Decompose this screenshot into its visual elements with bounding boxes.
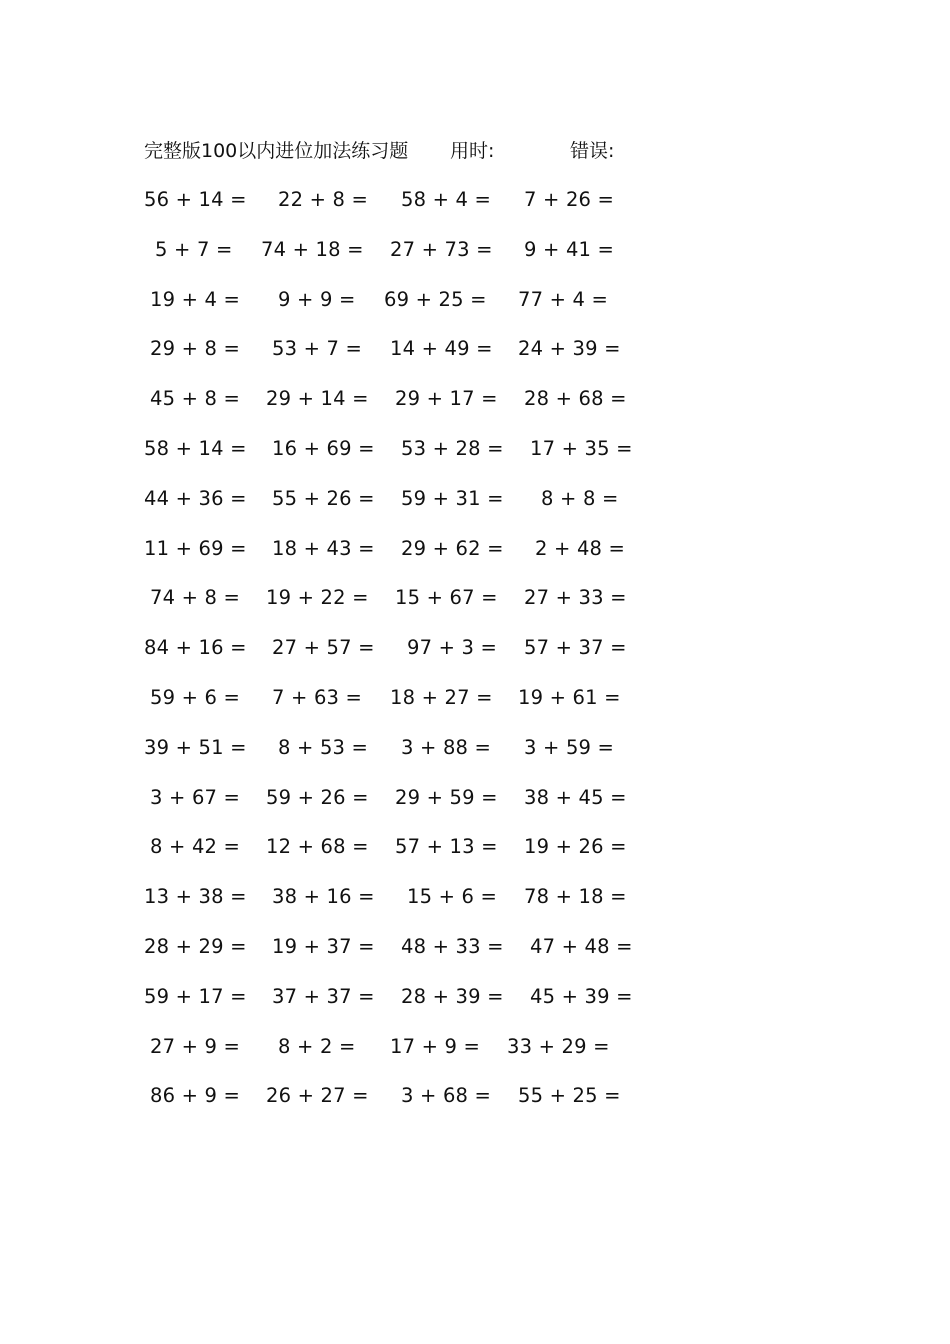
worksheet-title: 完整版100以内进位加法练习题 xyxy=(144,140,409,162)
addition-problem: 56 + 14 = xyxy=(144,188,247,211)
addition-problem: 45 + 8 = xyxy=(150,387,241,411)
problem-row xyxy=(0,284,950,334)
time-label: 用时: xyxy=(450,140,495,162)
addition-problem: 27 + 57 = xyxy=(272,636,375,660)
addition-problem: 15 + 67 = xyxy=(395,586,498,610)
problem-row xyxy=(0,782,950,832)
addition-problem: 17 + 35 = xyxy=(530,436,633,460)
problem-row xyxy=(0,433,950,483)
addition-problem: 74 + 8 = xyxy=(150,586,241,610)
addition-problem: 19 + 26 = xyxy=(524,835,627,859)
addition-problem: 57 + 13 = xyxy=(395,835,498,859)
addition-problem: 58 + 4 = xyxy=(401,188,492,211)
addition-problem: 8 + 53 = xyxy=(278,735,369,759)
addition-problem: 28 + 68 = xyxy=(524,387,627,411)
problem-row xyxy=(0,682,950,732)
addition-problem: 59 + 17 = xyxy=(144,984,247,1008)
addition-problem: 18 + 43 = xyxy=(272,536,375,560)
problem-row xyxy=(0,333,950,383)
addition-problem: 29 + 62 = xyxy=(401,536,504,560)
addition-problem: 29 + 17 = xyxy=(395,387,498,411)
addition-problem: 53 + 28 = xyxy=(401,436,504,460)
addition-problem: 28 + 29 = xyxy=(144,934,247,958)
addition-problem: 58 + 14 = xyxy=(144,436,247,460)
addition-problem: 38 + 45 = xyxy=(524,785,627,809)
addition-problem: 29 + 14 = xyxy=(266,387,369,411)
addition-problem: 38 + 16 = xyxy=(272,885,375,909)
addition-problem: 17 + 9 = xyxy=(390,1034,481,1058)
addition-problem: 27 + 9 = xyxy=(150,1034,241,1058)
addition-problem: 55 + 25 = xyxy=(518,1084,621,1108)
addition-problem: 3 + 88 = xyxy=(401,735,492,759)
addition-problem: 16 + 69 = xyxy=(272,436,375,460)
problem-row xyxy=(0,831,950,881)
problem-row xyxy=(0,483,950,533)
problem-row xyxy=(0,981,950,1031)
addition-problem: 3 + 59 = xyxy=(524,735,615,759)
addition-problem: 19 + 22 = xyxy=(266,586,369,610)
problem-row xyxy=(0,582,950,632)
addition-problem: 37 + 37 = xyxy=(272,984,375,1008)
addition-problem: 11 + 69 = xyxy=(144,536,247,560)
problem-row xyxy=(0,881,950,931)
addition-problem: 97 + 3 = xyxy=(407,636,498,660)
addition-problem: 2 + 48 = xyxy=(535,536,626,560)
problem-row xyxy=(0,184,950,234)
addition-problem: 47 + 48 = xyxy=(530,934,633,958)
addition-problem: 24 + 39 = xyxy=(518,337,621,361)
addition-problem: 13 + 38 = xyxy=(144,885,247,909)
addition-problem: 14 + 49 = xyxy=(390,337,493,361)
addition-problem: 59 + 6 = xyxy=(150,685,241,709)
addition-problem: 53 + 7 = xyxy=(272,337,363,361)
addition-problem: 7 + 63 = xyxy=(272,685,363,709)
addition-problem: 22 + 8 = xyxy=(278,188,369,211)
addition-problem: 69 + 25 = xyxy=(384,287,487,311)
addition-problem: 29 + 59 = xyxy=(395,785,498,809)
problem-row xyxy=(0,1080,950,1130)
problem-row xyxy=(0,1031,950,1081)
addition-problem: 59 + 31 = xyxy=(401,486,504,510)
addition-problem: 3 + 68 = xyxy=(401,1084,492,1108)
addition-problem: 28 + 39 = xyxy=(401,984,504,1008)
addition-problem: 86 + 9 = xyxy=(150,1084,241,1108)
addition-problem: 8 + 8 = xyxy=(541,486,619,510)
addition-problem: 48 + 33 = xyxy=(401,934,504,958)
addition-problem: 5 + 7 = xyxy=(155,237,233,261)
worksheet-header xyxy=(144,136,704,166)
addition-problem: 19 + 61 = xyxy=(518,685,621,709)
addition-problem: 8 + 2 = xyxy=(278,1034,356,1058)
addition-problem: 77 + 4 = xyxy=(518,287,609,311)
addition-problem: 3 + 67 = xyxy=(150,785,241,809)
addition-problem: 78 + 18 = xyxy=(524,885,627,909)
addition-problem: 27 + 33 = xyxy=(524,586,627,610)
problem-row xyxy=(0,383,950,433)
addition-problem: 9 + 41 = xyxy=(524,237,615,261)
addition-problem: 19 + 4 = xyxy=(150,287,241,311)
addition-problem: 12 + 68 = xyxy=(266,835,369,859)
addition-problem: 26 + 27 = xyxy=(266,1084,369,1108)
addition-problem: 57 + 37 = xyxy=(524,636,627,660)
addition-problem: 9 + 9 = xyxy=(278,287,356,311)
addition-problem: 7 + 26 = xyxy=(524,188,615,211)
addition-problem: 29 + 8 = xyxy=(150,337,241,361)
addition-problem: 8 + 42 = xyxy=(150,835,241,859)
problem-row xyxy=(0,533,950,583)
addition-problem: 27 + 73 = xyxy=(390,237,493,261)
addition-problem: 33 + 29 = xyxy=(507,1034,610,1058)
problem-row xyxy=(0,632,950,682)
problem-grid xyxy=(0,184,950,1130)
addition-problem: 44 + 36 = xyxy=(144,486,247,510)
addition-problem: 45 + 39 = xyxy=(530,984,633,1008)
addition-problem: 55 + 26 = xyxy=(272,486,375,510)
error-label: 错误: xyxy=(570,140,615,162)
problem-row xyxy=(0,732,950,782)
problem-row xyxy=(0,931,950,981)
addition-problem: 18 + 27 = xyxy=(390,685,493,709)
problem-row xyxy=(0,234,950,284)
addition-problem: 74 + 18 = xyxy=(261,237,364,261)
addition-problem: 19 + 37 = xyxy=(272,934,375,958)
addition-problem: 39 + 51 = xyxy=(144,735,247,759)
addition-problem: 15 + 6 = xyxy=(407,885,498,909)
addition-problem: 59 + 26 = xyxy=(266,785,369,809)
addition-problem: 84 + 16 = xyxy=(144,636,247,660)
